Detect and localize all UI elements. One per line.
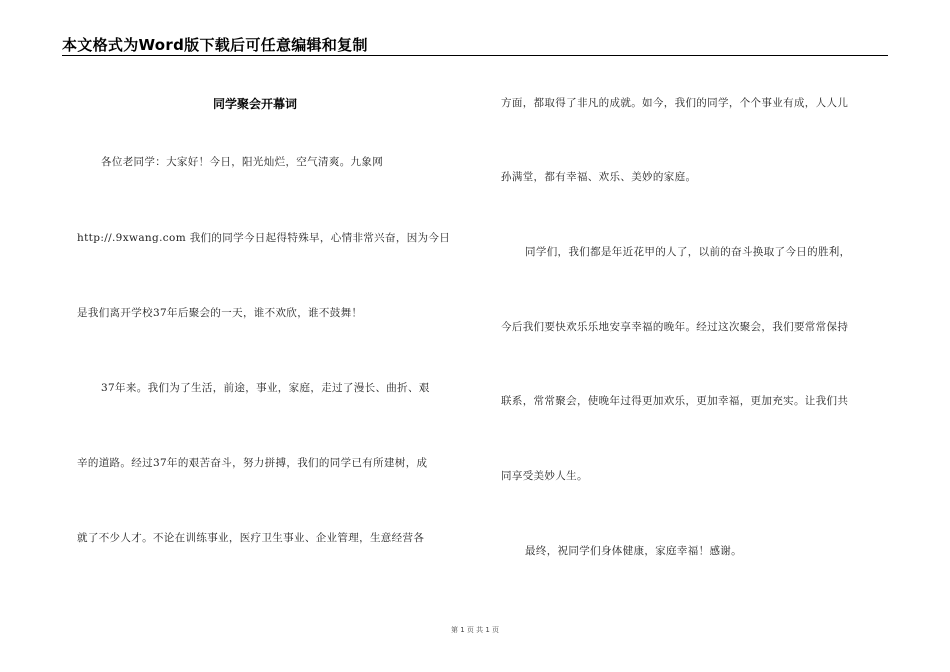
download-banner-text: 本文格式为Word版下载后可任意编辑和复制 (62, 36, 368, 54)
header-divider (62, 55, 888, 56)
document-title: 同学聚会开幕词 (213, 97, 298, 111)
left-line-1: 各位老同学：大家好！今日，阳光灿烂，空气清爽。九象网 (101, 156, 384, 168)
right-line-4: 今后我们要快欢乐乐地安享幸福的晚年。经过这次聚会，我们要常常保持 (501, 321, 849, 333)
left-line-2: http://.9xwang.com 我们的同学今日起得特殊早，心情非常兴奋，因为今日 (77, 232, 451, 244)
left-line-6: 就了不少人才。不论在训练事业，医疗卫生事业、企业管理，生意经营各 (77, 532, 425, 544)
right-line-5: 联系，常常聚会，使晚年过得更加欢乐，更加幸福，更加充实。让我们共 (501, 395, 849, 407)
right-line-3: 同学们，我们都是年近花甲的人了，以前的奋斗换取了今日的胜利， (525, 246, 851, 258)
page-number: 第 1 页 共 1 页 (450, 626, 500, 634)
right-line-2: 孙满堂，都有幸福、欢乐、美妙的家庭。 (501, 171, 697, 183)
right-line-7: 最终，祝同学们身体健康，家庭幸福！感谢。 (525, 545, 742, 557)
left-line-5: 辛的道路。经过37年的艰苦奋斗，努力拼搏，我们的同学已有所建树，成 (77, 457, 428, 469)
right-line-6: 同享受美妙人生。 (501, 470, 588, 482)
left-line-4: 37年来。我们为了生活，前途，事业，家庭，走过了漫长、曲折、艰 (101, 382, 430, 394)
left-line-3: 是我们离开学校37年后聚会的一天，谁不欢欣，谁不鼓舞！ (77, 307, 363, 319)
right-line-1: 方面，都取得了非凡的成就。如今，我们的同学，个个事业有成，人人儿 (501, 97, 849, 109)
